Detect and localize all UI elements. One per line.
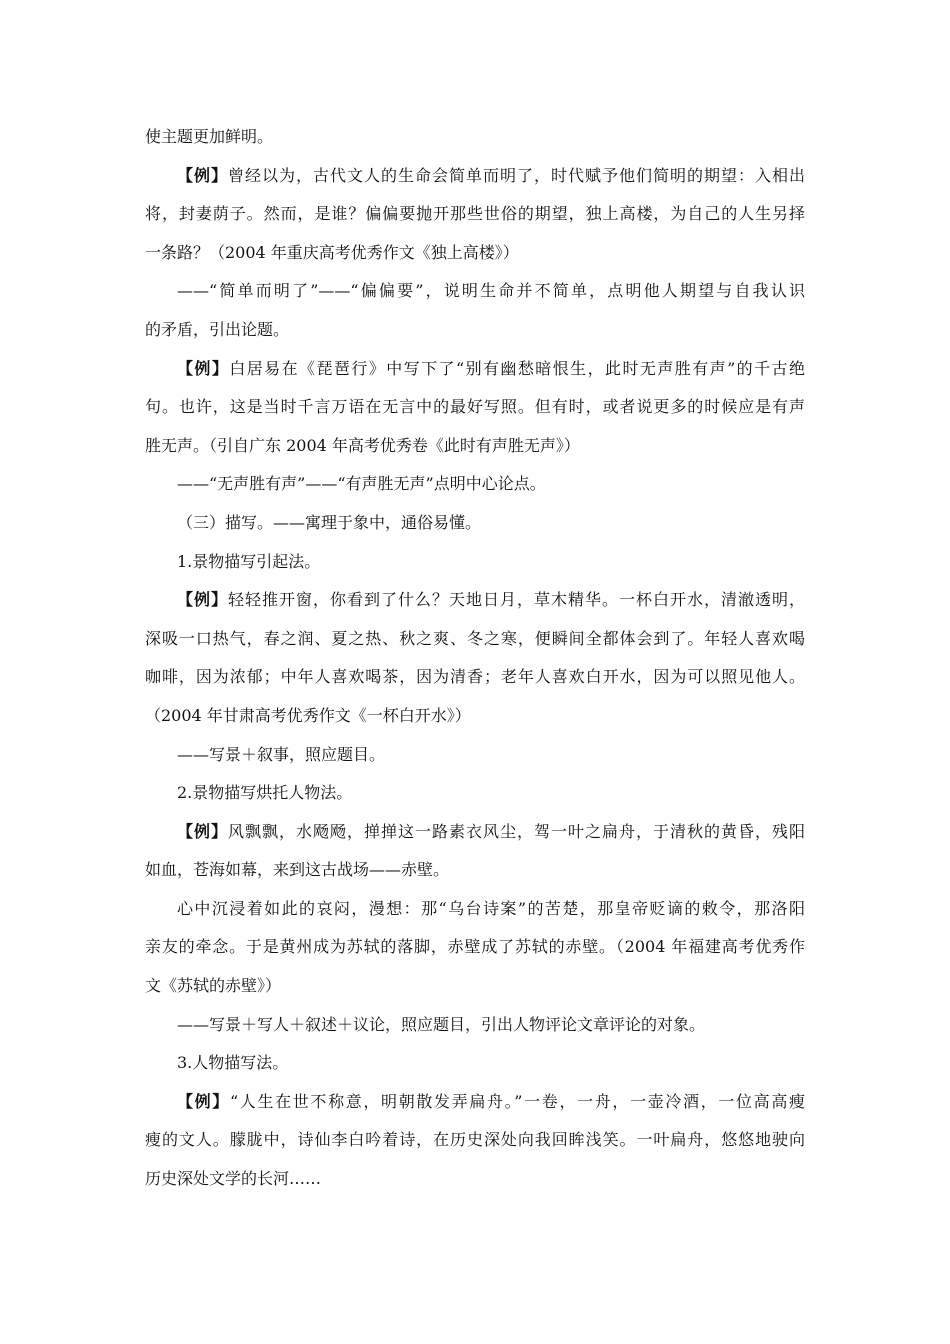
text-line: 将，封妻荫子。然而，是谁？偏偏要抛开那些世俗的期望，独上高楼，为自己的人生另择: [145, 204, 805, 224]
example-line: [145, 350, 805, 389]
text-line: 深吸一口热气，春之润、夏之热、秋之爽、冬之寒，便瞬间全都体会到了。年轻人喜欢喝: [145, 628, 805, 648]
example-label: 【例】: [177, 165, 228, 185]
subsection-heading: 1.景物描写引起法。: [177, 551, 321, 571]
text-line: 曾经以为，古代文人的生命会简单而明了，时代赋予他们简明的期望：入相出: [228, 165, 805, 185]
example-line: [145, 581, 805, 620]
text-line: ——写景＋写人＋叙述＋议论，照应题目，引出人物评论文章评论的对象。: [177, 1014, 706, 1034]
example-label: 【例】: [177, 590, 228, 610]
text-line: （2004 年甘肃高考优秀作文《一杯白开水》）: [145, 705, 471, 725]
text-line: ——“简单而明了”——“偏偏要”，说明生命并不简单，点明他人期望与自我认识: [177, 281, 805, 301]
text-line: 轻轻推开窗，你看到了什么？天地日月，草木精华。一杯白开水，清澈透明，: [228, 590, 805, 610]
text-line: 句。也许，这是当时千言万语在无言中的最好写照。但有时，或者说更多的时候应是有声: [145, 397, 805, 417]
text-line: 胜无声。（引自广东 2004 年高考优秀卷《此时有声胜无声》）: [145, 435, 580, 455]
text-line: 风飘飘，水飏飏，掸掸这一路素衣风尘，驾一叶之扁舟，于清秋的黄昏，残阳: [228, 821, 805, 841]
text-line: 的矛盾，引出论题。: [145, 319, 290, 339]
text-line: 如血，苍海如幕，来到这古战场——赤壁。: [145, 860, 450, 880]
text-line: 咖啡，因为浓郁；中年人喜欢喝茶，因为清香；老年人喜欢白开水，因为可以照见他人。: [145, 667, 805, 687]
example-label: 【例】: [177, 1091, 230, 1111]
text-line: 瘦的文人。朦胧中，诗仙李白吟着诗，在历史深处向我回眸浅笑。一叶扁舟，悠悠地驶向: [145, 1130, 805, 1150]
text-line: “人生在世不称意，明朝散发弄扁舟。”一卷，一舟，一壶冷酒，一位高高瘦: [229, 1091, 805, 1111]
text-line: 一条路？（2004 年重庆高考优秀作文《独上高楼》）: [145, 242, 519, 262]
text-line: ——写景＋叙事，照应题目。: [177, 744, 386, 764]
subsection-heading: 3.人物描写法。: [177, 1053, 289, 1073]
example-label: 【例】: [177, 358, 230, 378]
text-line: 心中沉浸着如此的哀闷，漫想：那“乌台诗案”的苦楚，那皇帝贬谪的敕令，那洛阳: [177, 898, 805, 918]
section-heading: （三）描写。——寓理于象中，通俗易懂。: [177, 512, 482, 532]
text-line: 白居易在《琵琶行》中写下了“别有幽愁暗恨生，此时无声胜有声”的千古绝: [229, 358, 805, 378]
subsection-heading: 2.景物描写烘托人物法。: [177, 783, 353, 803]
example-line: [145, 813, 805, 852]
text-line: 使主题更加鲜明。: [145, 127, 274, 146]
text-line: 亲友的牵念。于是黄州成为苏轼的落脚，赤壁成了苏轼的赤壁。（2004 年福建高考优秀作: [145, 937, 805, 957]
text-line: 文《苏轼的赤壁》）: [145, 976, 282, 996]
example-label: 【例】: [177, 821, 228, 841]
text-line: 历史深处文学的长河……: [145, 1169, 322, 1189]
document-page: [145, 118, 805, 1199]
example-line: [145, 1083, 805, 1122]
text-line: ——“无声胜有声”——“有声胜无声”点明中心论点。: [177, 474, 546, 494]
example-line: [145, 157, 805, 196]
